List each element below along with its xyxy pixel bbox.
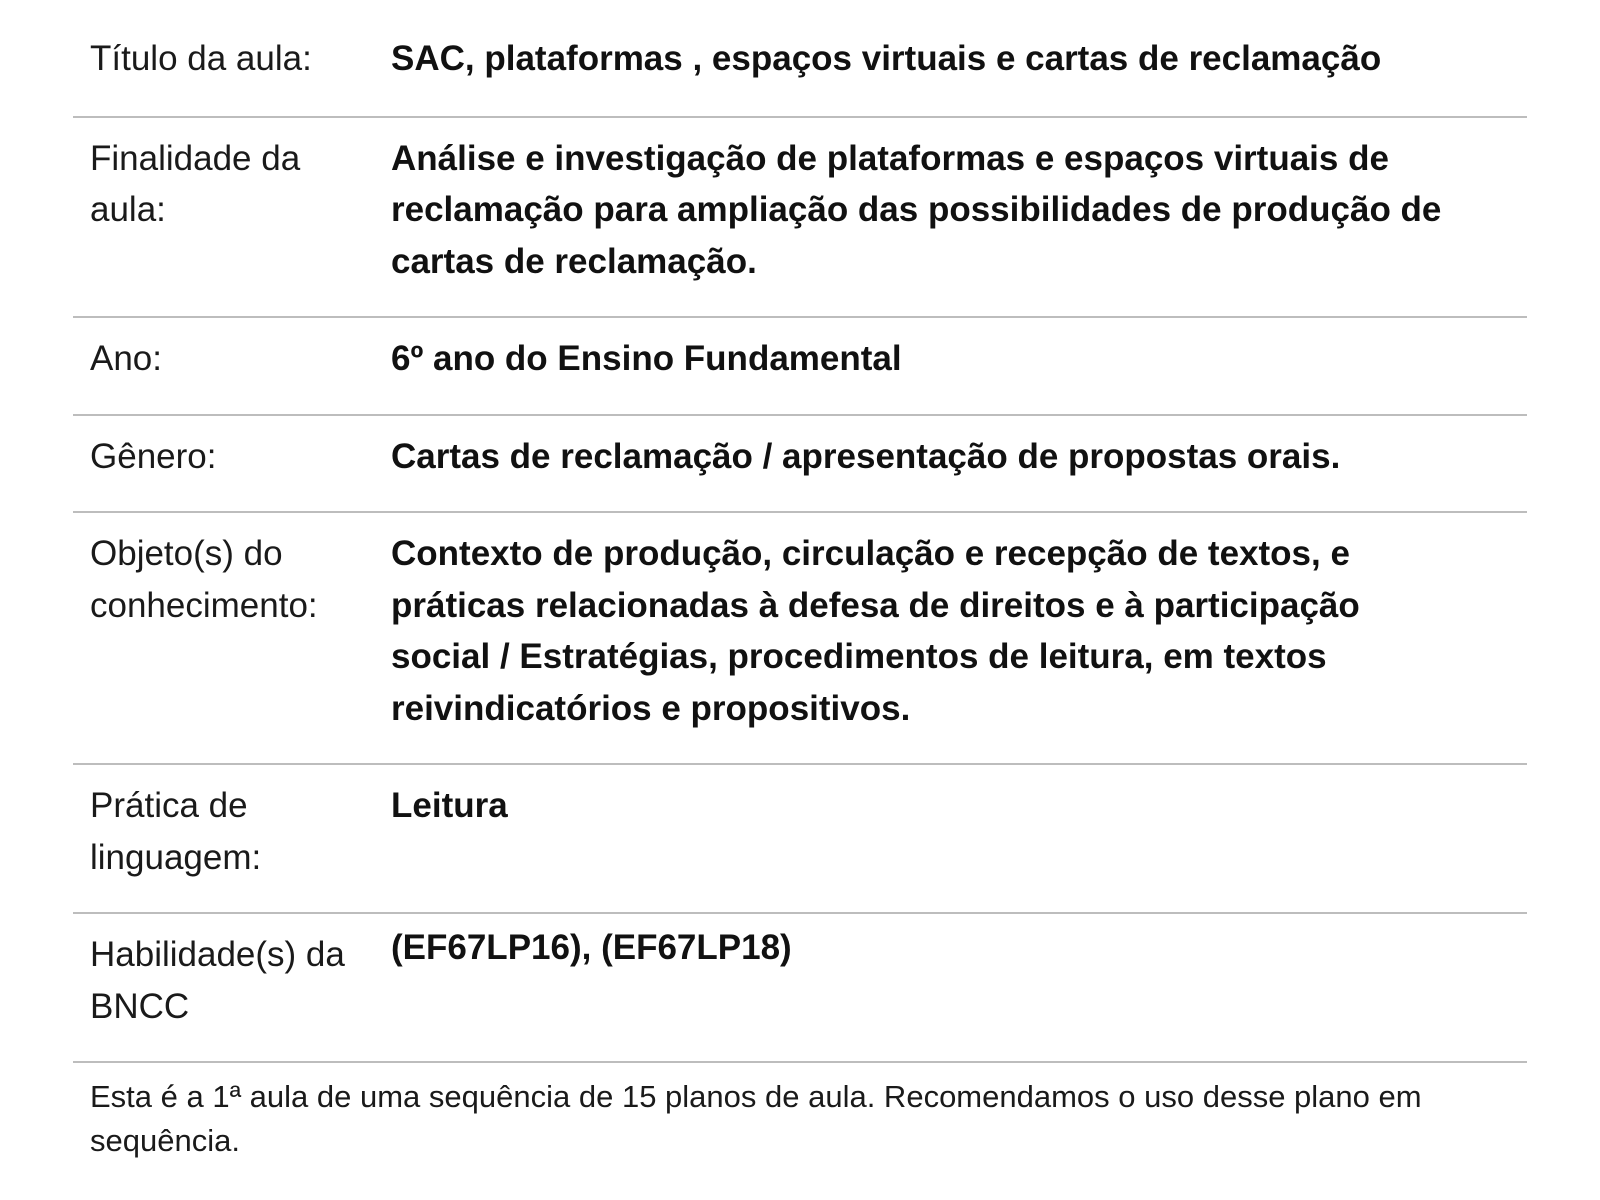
value-knowledge-objects	[391, 528, 1527, 734]
label-text: Gênero:	[90, 436, 217, 476]
label-knowledge-objects	[73, 528, 391, 734]
row-school-year	[73, 318, 1527, 416]
value-language-practice	[391, 780, 1527, 883]
label-text: Título da aula:	[90, 39, 312, 78]
value-text: Contexto de produção, circulação e recepção de textos, e	[391, 534, 1350, 573]
value-text: 6º ano do Ensino Fundamental	[391, 339, 902, 378]
label-text: conhecimento:	[90, 585, 318, 625]
value-school-year	[391, 333, 1527, 385]
label-text: linguagem:	[90, 837, 262, 877]
value-lesson-purpose	[391, 133, 1527, 288]
label-school-year	[73, 333, 391, 385]
sequence-note	[73, 1063, 1527, 1163]
value-text: social / Estratégias, procedimentos de leitura, em textos	[391, 637, 1327, 676]
value-lesson-title	[391, 33, 1527, 85]
label-lesson-purpose	[73, 133, 391, 288]
value-bncc-skills	[391, 922, 1527, 1025]
note-text: Esta é a 1ª aula de uma sequência de 15 planos de aula. Recomendamos o uso desse plano em	[90, 1079, 1422, 1114]
label-text: BNCC	[90, 986, 190, 1026]
value-text: (EF67LP16), (EF67LP18)	[391, 928, 792, 967]
value-genre	[391, 431, 1527, 483]
label-text: Ano:	[90, 339, 162, 378]
row-language-practice	[73, 765, 1527, 914]
value-text: Cartas de reclamação / apresentação de propostas orais.	[391, 436, 1341, 476]
row-genre	[73, 416, 1527, 514]
note-text: sequência.	[90, 1123, 240, 1158]
label-lesson-title	[73, 33, 391, 85]
label-language-practice	[73, 780, 391, 883]
label-bncc-skills	[73, 929, 391, 1032]
value-text: cartas de reclamação.	[391, 241, 757, 281]
value-text: Leitura	[391, 786, 508, 825]
value-text: SAC, plataformas , espaços virtuais e cartas de reclamação	[391, 39, 1382, 78]
label-text: aula:	[90, 190, 166, 229]
row-lesson-purpose	[73, 118, 1527, 319]
row-bncc-skills	[73, 914, 1527, 1063]
row-lesson-title	[73, 0, 1527, 118]
label-text: Prática de	[90, 786, 248, 825]
label-text: Finalidade da	[90, 138, 301, 178]
label-genre	[73, 431, 391, 483]
value-text: Análise e investigação de plataformas e espaços virtuais de	[391, 138, 1389, 178]
value-text: reclamação para ampliação das possibilidades de produção de	[391, 190, 1442, 229]
row-knowledge-objects	[73, 513, 1527, 765]
value-text: reivindicatórios e propositivos.	[391, 688, 911, 728]
label-text: Objeto(s) do	[90, 534, 283, 573]
label-text: Habilidade(s) da	[90, 935, 345, 974]
value-text: práticas relacionadas à defesa de direitos e à participação	[391, 585, 1360, 625]
lesson-plan-table	[73, 0, 1527, 1163]
